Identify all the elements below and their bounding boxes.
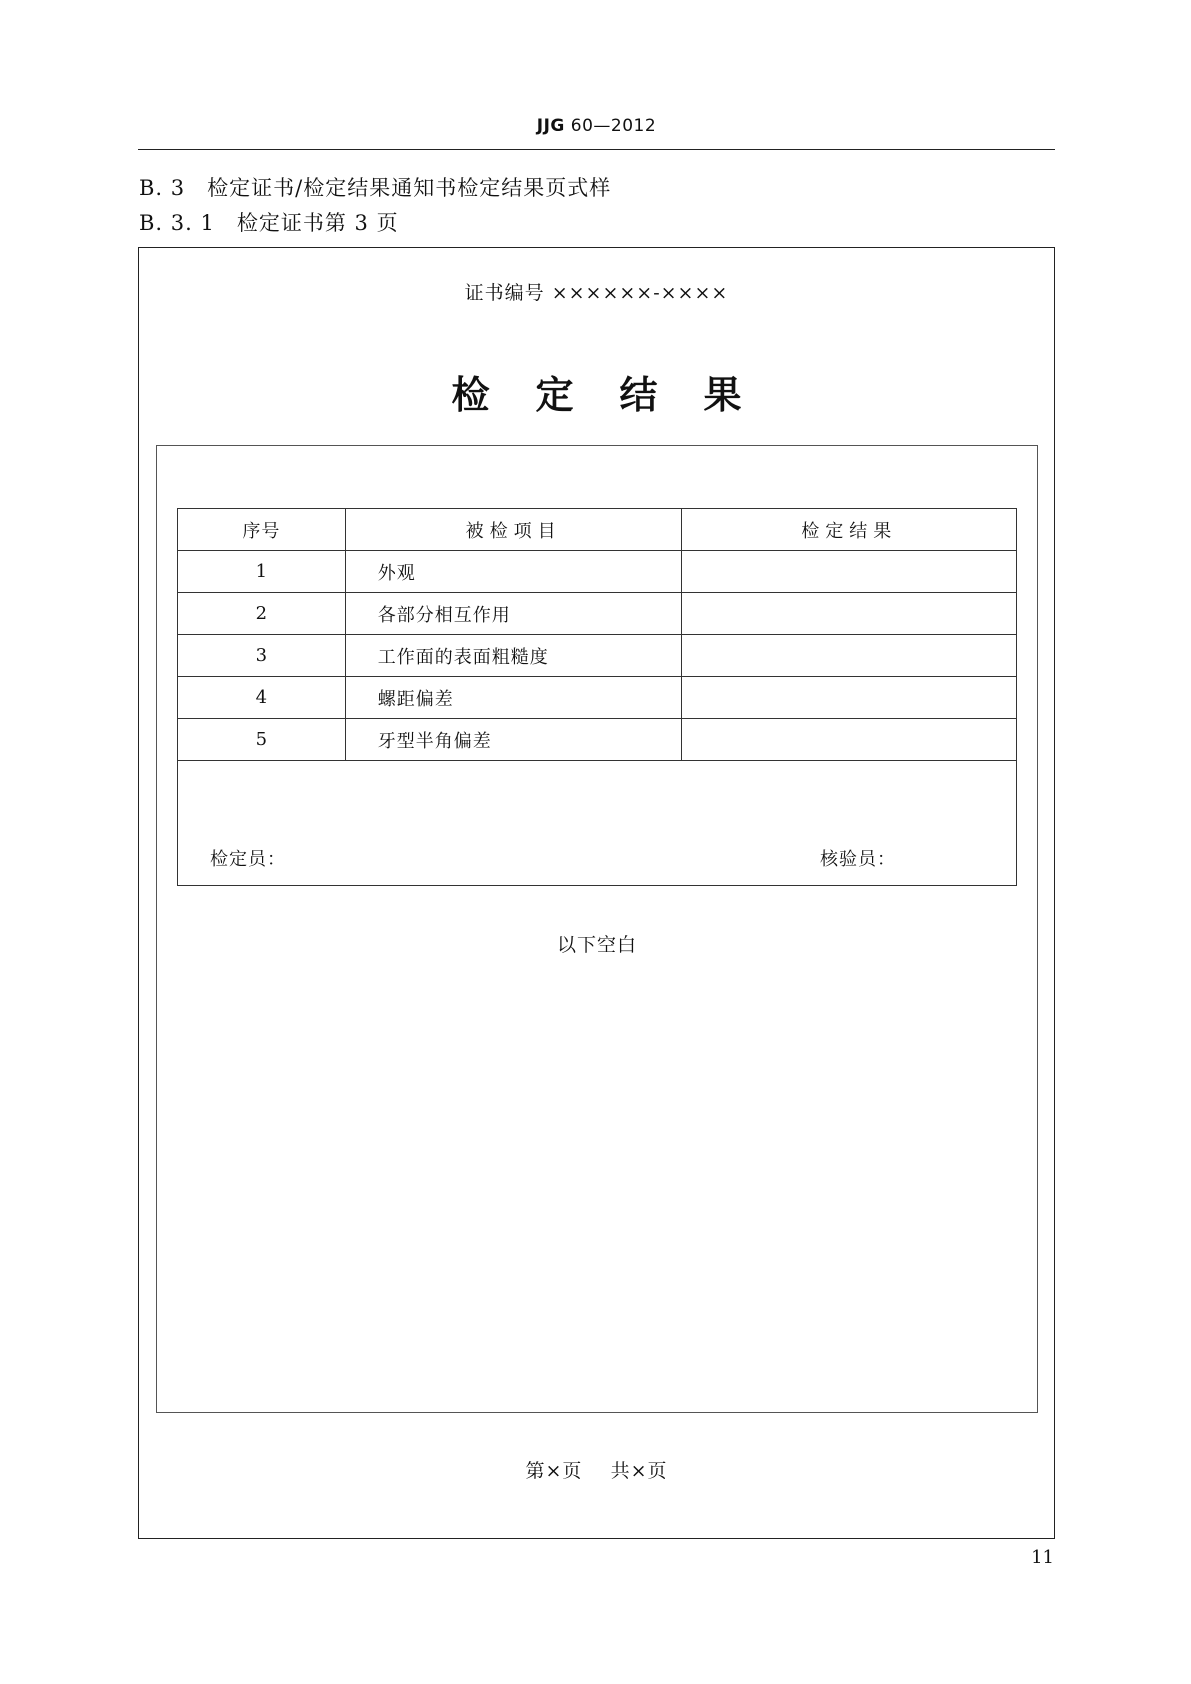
row-serial-number: 4 — [178, 677, 346, 719]
standard-code-number: 60—2012 — [564, 116, 657, 136]
section-heading-b31 — [139, 207, 399, 237]
row-item: 外观 — [345, 551, 682, 593]
header-serial-number: 序号 — [178, 509, 346, 551]
standard-code — [138, 116, 1055, 136]
row-result — [682, 635, 1017, 677]
row-item: 工作面的表面粗糙度 — [345, 635, 682, 677]
standard-code-prefix: JJG — [536, 116, 565, 136]
verifier-label: 检定员： — [210, 849, 286, 870]
header-result: 检定结果 — [682, 509, 1017, 551]
checker-label: 核验员： — [820, 849, 896, 870]
row-result — [682, 719, 1017, 761]
page-number: 11 — [1031, 1547, 1054, 1568]
blank-below-note: 以下空白 — [556, 934, 637, 956]
signature-cell — [178, 761, 1017, 886]
row-result — [682, 593, 1017, 635]
row-serial-number: 3 — [178, 635, 346, 677]
row-serial-number: 5 — [178, 719, 346, 761]
header-rule — [138, 149, 1055, 150]
section-heading-b3 — [139, 172, 611, 202]
certificate-page-frame — [138, 247, 1055, 1539]
row-serial-number: 1 — [178, 551, 346, 593]
table-row — [178, 677, 1017, 719]
table-header-row — [178, 509, 1017, 551]
section-title: 检定证书第 3 页 — [236, 211, 399, 235]
section-number: B. 3. 1 — [139, 211, 215, 235]
certificate-number: 证书编号 ××××××-×××× — [464, 282, 729, 304]
page-of-total: 第×页 共×页 — [525, 1460, 668, 1482]
header-inspection-item: 被检项目 — [345, 509, 682, 551]
certificate-title: 检定结果 — [451, 373, 788, 417]
results-table — [177, 508, 1017, 886]
section-number: B. 3 — [139, 176, 186, 200]
row-serial-number: 2 — [178, 593, 346, 635]
section-title: 检定证书/检定结果通知书检定结果页式样 — [207, 176, 612, 200]
table-row — [178, 719, 1017, 761]
row-item: 螺距偏差 — [345, 677, 682, 719]
row-item: 各部分相互作用 — [345, 593, 682, 635]
row-result — [682, 551, 1017, 593]
signature-row — [178, 761, 1017, 886]
row-result — [682, 677, 1017, 719]
table-row — [178, 593, 1017, 635]
table-row — [178, 551, 1017, 593]
results-frame — [156, 445, 1038, 1413]
row-item: 牙型半角偏差 — [345, 719, 682, 761]
table-row — [178, 635, 1017, 677]
